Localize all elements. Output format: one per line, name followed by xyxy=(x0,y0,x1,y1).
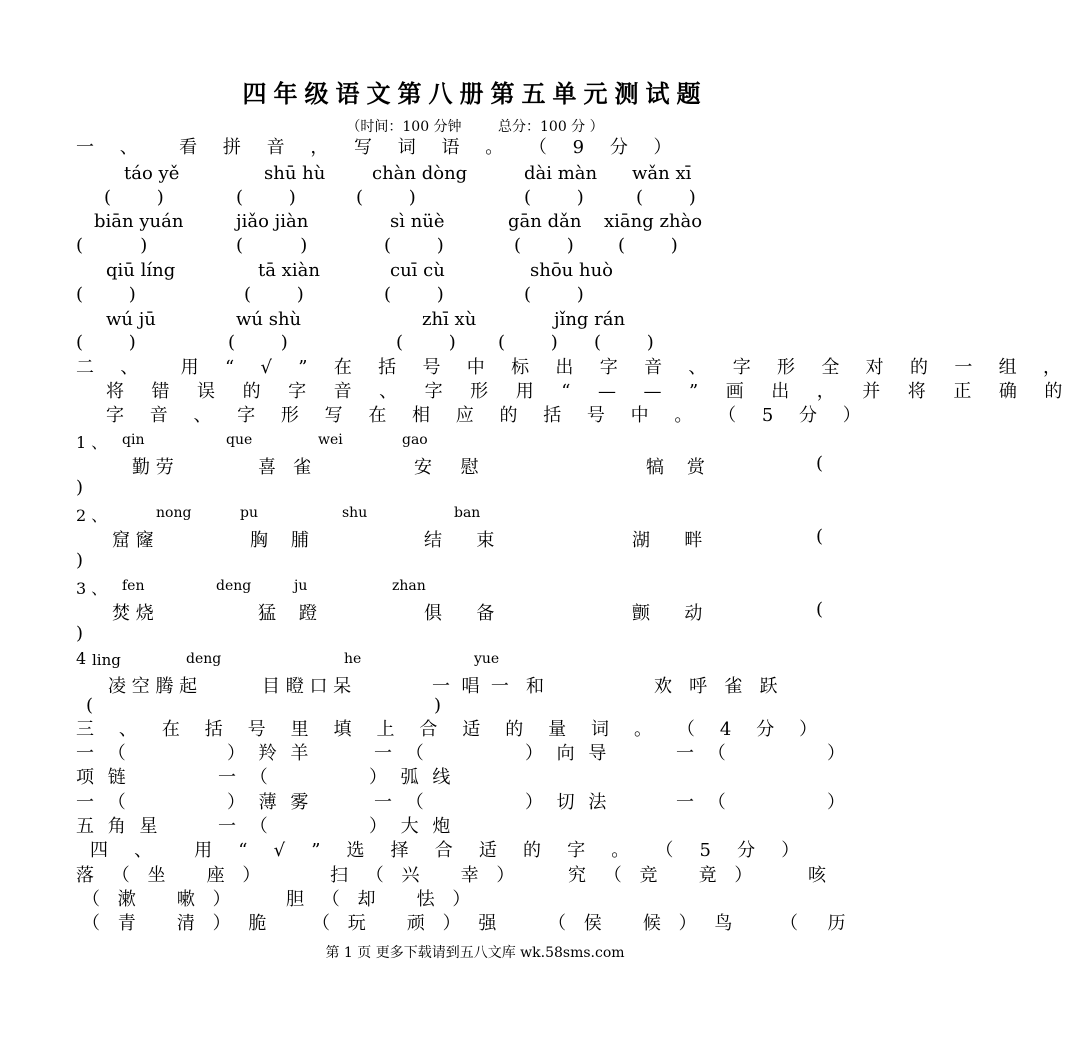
s1-r2-box-2[interactable]: ( ) xyxy=(384,235,444,256)
s2-item1-word-0: 勤 劳 xyxy=(132,457,174,478)
section4-heading: 四 、 用 “ √ ” 选 择 合 适 的 字 。 （ 5 分 ） xyxy=(90,840,810,861)
s2-item4-py-2: he xyxy=(344,651,362,667)
s1-r4-py-3: jǐng rán xyxy=(554,309,626,330)
s2-item4-word-2: 一 唱 一 和 xyxy=(432,676,545,697)
s1-r2-py-2: sì nüè xyxy=(390,211,445,232)
s2-item1-py-0: qin xyxy=(122,432,145,448)
time-limit: （时间：100 分钟 xyxy=(346,119,462,135)
s2-item3-open[interactable]: ( xyxy=(816,599,824,620)
section1-heading: 一 、 看 拼 音 ， 写 词 语 。 （ 9 分 ） xyxy=(76,137,682,158)
section2-heading-l3: 字 音 、 字 形 写 在 相 应 的 括 号 中 。 （ 5 分 ） xyxy=(106,405,871,426)
s2-item1-word-2: 安 慰 xyxy=(414,457,479,478)
s1-r2-py-0: biān yuán xyxy=(94,211,184,232)
s2-item2-py-0: nong xyxy=(156,505,192,521)
s2-item2-py-1: pu xyxy=(240,505,258,521)
s2-item3-py-1: deng xyxy=(216,578,252,594)
s2-item1-word-1: 喜 雀 xyxy=(258,457,312,478)
section2-heading-l2: 将 错 误 的 字 音 、 字 形 用 “ — — ” 画 出 ， 并 将 正 确 的 xyxy=(106,381,1073,402)
s1-r4-box-1[interactable]: ( ) xyxy=(228,332,288,353)
s4-l1-d: 咳 xyxy=(808,865,826,886)
s4-l1-c[interactable]: 究 （ 竞 竟 ） xyxy=(568,865,759,886)
s1-r4-py-1: wú shù xyxy=(236,309,302,330)
s2-item2-num: 2 、 xyxy=(76,506,108,525)
s2-item2-word-0: 窟 窿 xyxy=(112,530,154,551)
s2-item1-py-3: gao xyxy=(402,432,428,448)
s2-item3-close[interactable]: ) xyxy=(76,623,84,644)
s2-item4-py-0: ling xyxy=(92,651,121,669)
s3-l2-a: 项 链 xyxy=(76,767,130,788)
total-score: 总分：100 分 ） xyxy=(498,119,604,135)
s1-r1-py-1: shū hù xyxy=(264,163,326,184)
s1-r1-box-1[interactable]: ( ) xyxy=(236,187,296,208)
s2-item3-py-3: zhan xyxy=(392,578,426,594)
s2-item2-close[interactable]: ) xyxy=(76,550,84,571)
s4-l3-b[interactable]: （ 玩 顽 ） 强 xyxy=(312,913,503,934)
s2-item3-word-0: 焚 烧 xyxy=(112,603,154,624)
s1-r1-box-2[interactable]: ( ) xyxy=(356,187,416,208)
s2-item3-py-0: fen xyxy=(122,578,145,594)
s4-l3-a[interactable]: （ 青 清 ） 脆 xyxy=(82,913,273,934)
s2-item4-py-1: deng xyxy=(186,651,222,667)
page-title: 四年级语文第八册第五单元测试题 xyxy=(242,79,708,108)
s1-r1-box-0[interactable]: ( ) xyxy=(104,187,164,208)
s2-item2-py-2: shu xyxy=(342,505,368,521)
s2-item3-word-1: 猛 蹬 xyxy=(258,603,317,624)
s2-item1-word-3: 犒 赏 xyxy=(646,457,705,478)
s1-r4-box-0[interactable]: ( ) xyxy=(76,332,136,353)
s2-item1-py-1: que xyxy=(226,432,253,448)
page-subtitle xyxy=(0,116,950,136)
s2-item4-close[interactable]: ) xyxy=(434,695,442,716)
s3-l1-a[interactable]: 一 （ ） 羚 羊 xyxy=(76,743,313,764)
s2-item4-word-1: 目 瞪 口 呆 xyxy=(262,676,352,697)
s3-l1-b[interactable]: 一 （ ） 向 导 xyxy=(374,743,611,764)
s1-r1-py-4: wǎn xī xyxy=(632,163,692,184)
s3-l3-a[interactable]: 一 （ ） 薄 雾 xyxy=(76,792,313,813)
s1-r1-py-2: chàn dòng xyxy=(372,163,468,184)
s2-item3-word-2: 俱 备 xyxy=(424,603,495,624)
s1-r4-box-3[interactable]: ( ) xyxy=(498,332,558,353)
page-footer: 第 1 页 更多下载请到五八文库 wk.58sms.com xyxy=(325,945,625,961)
s1-r1-py-0: táo yě xyxy=(124,163,180,184)
s2-item2-word-3: 湖 畔 xyxy=(632,530,703,551)
s1-r2-py-1: jiǎo jiàn xyxy=(236,211,309,232)
s2-item4-py-3: yue xyxy=(474,651,500,667)
s1-r3-py-3: shōu huò xyxy=(530,260,614,281)
s1-r2-py-4: xiāng zhào xyxy=(604,211,703,232)
s1-r3-py-2: cuī cù xyxy=(390,260,445,281)
s4-l2-a[interactable]: （ 漱 嗽 ） xyxy=(82,889,237,910)
s1-r3-box-0[interactable]: ( ) xyxy=(76,284,136,305)
s2-item2-py-3: ban xyxy=(454,505,481,521)
s4-l1-a[interactable]: 落 （ 坐 座 ） xyxy=(76,865,267,886)
s3-l2-b[interactable]: 一 （ ） 弧 线 xyxy=(218,767,455,788)
s1-r3-box-3[interactable]: ( ) xyxy=(524,284,584,305)
s1-r2-box-4[interactable]: ( ) xyxy=(618,235,678,256)
s1-r2-box-1[interactable]: ( ) xyxy=(236,235,308,256)
s1-r2-box-3[interactable]: ( ) xyxy=(514,235,574,256)
s1-r4-py-2: zhī xù xyxy=(422,309,477,330)
s1-r2-box-0[interactable]: ( ) xyxy=(76,235,148,256)
s2-item4-num: 4 xyxy=(76,649,87,668)
s1-r1-py-3: dài màn xyxy=(524,163,598,184)
s2-item2-word-1: 胸 脯 xyxy=(250,530,309,551)
s2-item1-close[interactable]: ) xyxy=(76,477,84,498)
s3-l1-c[interactable]: 一 （ ） xyxy=(676,743,849,764)
s3-l3-b[interactable]: 一 （ ） 切 法 xyxy=(374,792,611,813)
s2-item1-open[interactable]: ( xyxy=(816,453,824,474)
s4-l3-c[interactable]: （ 侯 候 ） 鸟 xyxy=(548,913,739,934)
s3-l4-b[interactable]: 一 （ ） 大 炮 xyxy=(218,816,455,837)
s2-item3-py-2: ju xyxy=(294,578,308,594)
s2-item1-num: 1 、 xyxy=(76,433,108,452)
s1-r3-box-2[interactable]: ( ) xyxy=(384,284,444,305)
s1-r1-box-4[interactable]: ( ) xyxy=(636,187,696,208)
s1-r4-py-0: wú jū xyxy=(106,309,156,330)
s4-l3-d[interactable]: （ 历 xyxy=(780,913,852,934)
s2-item3-num: 3 、 xyxy=(76,579,108,598)
s1-r4-box-4[interactable]: ( ) xyxy=(594,332,654,353)
s2-item2-open[interactable]: ( xyxy=(816,526,824,547)
s1-r2-py-3: gān dǎn xyxy=(508,211,582,232)
s2-item2-word-2: 结 束 xyxy=(424,530,495,551)
s3-l4-a: 五 角 星 xyxy=(76,816,162,837)
s4-l2-b[interactable]: 胆 （ 却 怯 ） xyxy=(286,889,477,910)
section2-heading-l1: 二 、 用 “ √ ” 在 括 号 中 标 出 字 音 、 字 形 全 对 的 一 组 ， xyxy=(76,357,1072,378)
s2-item4-word-3: 欢 呼 雀 跃 xyxy=(654,676,778,697)
s2-item4-open[interactable]: ( xyxy=(86,695,94,716)
section3-heading: 三 、 在 括 号 里 填 上 合 适 的 量 词 。 （ 4 分 ） xyxy=(76,719,827,740)
s1-r3-py-0: qiū líng xyxy=(106,260,176,281)
s1-r3-box-1[interactable]: ( ) xyxy=(244,284,304,305)
s1-r3-py-1: tā xiàn xyxy=(258,260,320,281)
s2-item1-py-2: wei xyxy=(318,432,343,448)
s3-l3-c[interactable]: 一 （ ） xyxy=(676,792,849,813)
s2-item3-word-3: 颤 动 xyxy=(632,603,703,624)
s1-r4-box-2[interactable]: ( ) xyxy=(396,332,456,353)
s2-item4-word-0: 凌 空 腾 起 xyxy=(108,676,198,697)
s1-r1-box-3[interactable]: ( ) xyxy=(524,187,584,208)
s4-l1-b[interactable]: 扫 （ 兴 幸 ） xyxy=(330,865,521,886)
